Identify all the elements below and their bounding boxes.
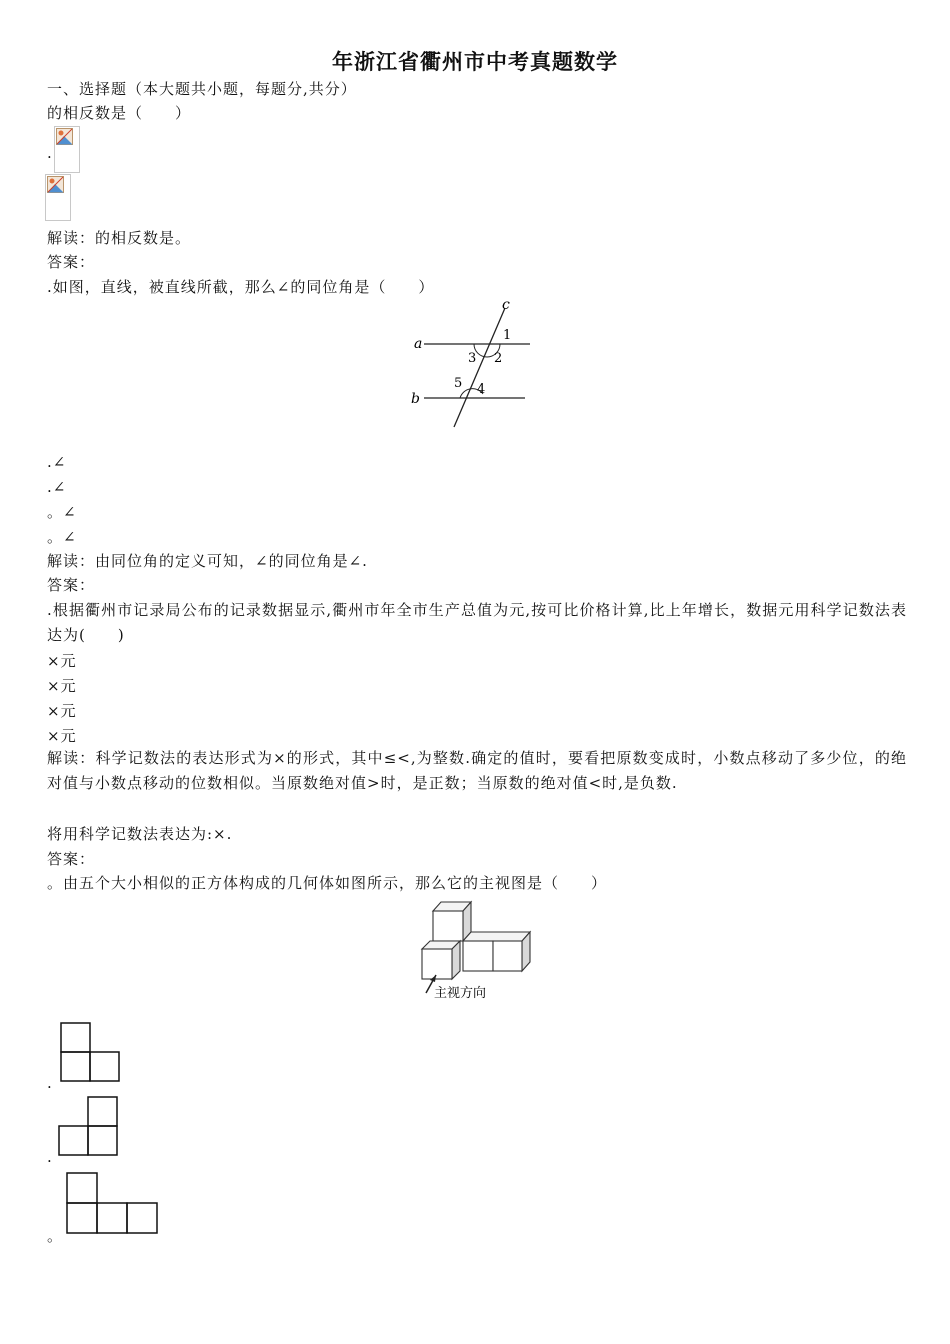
- q3-option-b: ×元: [47, 677, 77, 695]
- label-a: a: [414, 336, 423, 352]
- q4-option-b-marker: .: [47, 1148, 53, 1166]
- q1-answer: 答案：: [47, 253, 96, 271]
- q3-option-a: ×元: [47, 652, 77, 670]
- q4-option-b-figure: [56, 1095, 120, 1159]
- q1-explanation: 解读：的相反数是。: [47, 229, 192, 247]
- q3-conclusion: 将用科学记数法表达为:×.: [47, 825, 233, 843]
- q4-option-c-marker: 。: [47, 1227, 64, 1245]
- line-c: [454, 308, 505, 427]
- q2-option-b: .∠: [47, 478, 67, 496]
- label-c: c: [502, 297, 510, 313]
- angle-label-3: 3: [468, 351, 477, 366]
- angle-label-1: 1: [503, 328, 512, 343]
- q2-stem: .如图，直线，被直线所截，那么∠的同位角是（ ）: [47, 278, 435, 296]
- section-heading: 一、选择题（本大题共小题，每题分,共分）: [47, 80, 357, 98]
- label-b: b: [411, 391, 420, 407]
- q3-option-d: ×元: [47, 727, 77, 745]
- parallel-lines-figure: [405, 295, 540, 430]
- broken-image-icon: [56, 128, 73, 145]
- q3-stem: .根据衢州市记录局公布的记录数据显示,衢州市年全市生产总值为元,按可比价格计算,比上年增长，数据元用科学记数法表达为( ): [47, 601, 907, 644]
- q3-option-c: ×元: [47, 702, 77, 720]
- q1-option-b-image: [45, 174, 71, 221]
- q2-explanation: 解读：由同位角的定义可知，∠的同位角是∠.: [47, 552, 368, 570]
- view-direction-caption: 主视方向: [434, 986, 487, 1001]
- q4-option-a-marker: .: [47, 1074, 53, 1092]
- broken-image-icon: [47, 176, 64, 193]
- q2-option-a: .∠: [47, 453, 67, 471]
- angle-label-5: 5: [454, 376, 463, 391]
- q4-option-c-figure: [64, 1171, 160, 1237]
- q3-answer: 答案：: [47, 850, 96, 868]
- q1-option-a-image: [54, 126, 80, 173]
- q4-option-a-figure: [58, 1021, 122, 1085]
- q3-explanation: 解读：科学记数法的表达形式为×的形式，其中≤<,为整数.确定的值时，要看把原数变成时，小数点移动了多少位，的绝对值与小数点移动的位数相似。当原数绝对值>时，是正数；当原数的绝对值<时,是负数.: [47, 749, 907, 792]
- page-title: 年浙江省衢州市中考真题数学: [332, 50, 618, 74]
- q2-option-c: 。∠: [47, 503, 77, 521]
- q2-answer: 答案：: [47, 576, 96, 594]
- angle-label-4: 4: [477, 382, 486, 397]
- q1-stem: 的相反数是（ ）: [47, 104, 192, 122]
- cubes-figure: [412, 898, 536, 1004]
- angle-label-2: 2: [494, 351, 503, 366]
- q2-option-d: 。∠: [47, 528, 77, 546]
- q4-stem: 。由五个大小相似的正方体构成的几何体如图所示，那么它的主视图是（ ）: [47, 874, 608, 892]
- q1-option-a-marker: .: [47, 144, 53, 162]
